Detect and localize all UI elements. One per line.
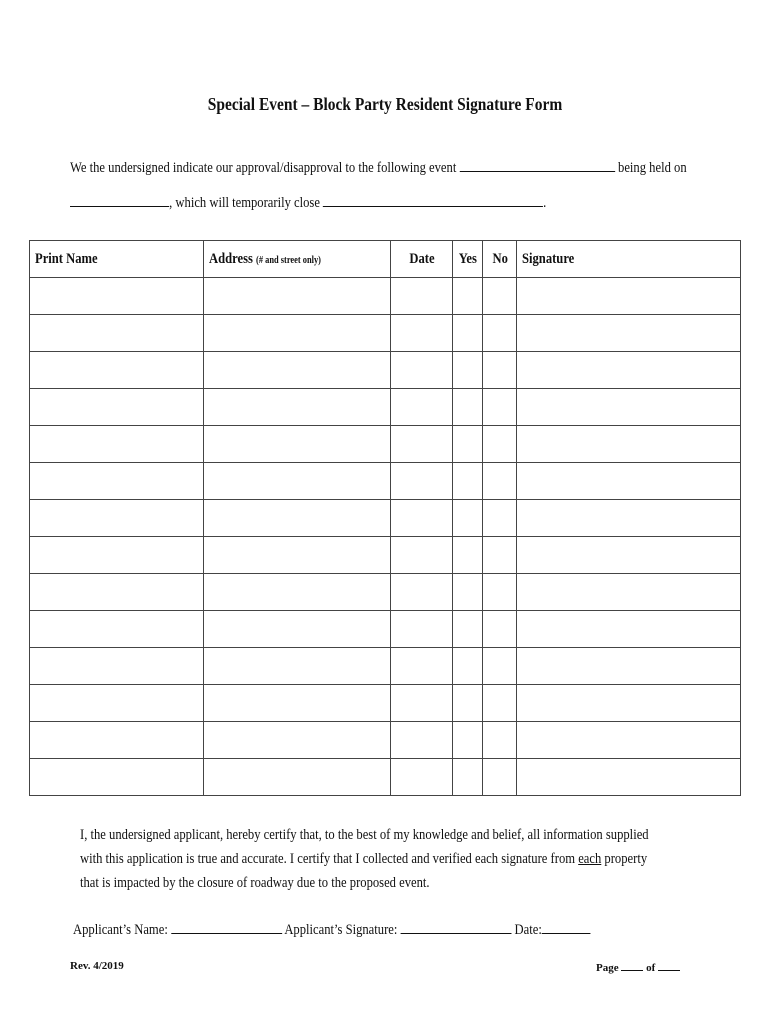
cell-address[interactable] [203, 574, 390, 611]
header-address-label: Address [208, 250, 253, 267]
cell-address[interactable] [203, 315, 390, 352]
cell-address[interactable] [203, 278, 390, 315]
intro-text-3: , which will temporarily close [169, 195, 320, 211]
cell-date[interactable] [390, 537, 453, 574]
cell-date[interactable] [390, 500, 453, 537]
intro-text-2: being held on [618, 160, 687, 176]
cell-no[interactable] [483, 463, 517, 500]
of-label: of [646, 962, 656, 974]
cell-print-name[interactable] [30, 722, 204, 759]
cell-address[interactable] [203, 759, 390, 796]
cell-yes[interactable] [453, 500, 483, 537]
cell-date[interactable] [390, 278, 453, 315]
cell-print-name[interactable] [30, 278, 204, 315]
cell-date[interactable] [390, 426, 453, 463]
table-row [30, 722, 741, 759]
cert-part-2: property that is impacted by the closure of roadway due to the proposed event. [80, 851, 648, 891]
header-signature: Signature [517, 241, 741, 278]
intro-line-1 [70, 157, 687, 177]
cell-address[interactable] [203, 648, 390, 685]
table-row [30, 648, 741, 685]
page-count [596, 960, 680, 974]
event-name-field[interactable] [459, 157, 614, 172]
certification-text [80, 823, 668, 895]
cell-yes[interactable] [453, 611, 483, 648]
table-row [30, 352, 741, 389]
cell-signature[interactable] [517, 759, 741, 796]
cell-no[interactable] [483, 315, 517, 352]
cell-signature[interactable] [517, 389, 741, 426]
page-total-field[interactable] [658, 960, 680, 971]
cell-yes[interactable] [453, 648, 483, 685]
table-row [30, 611, 741, 648]
header-yes: Yes [453, 241, 483, 278]
table-row [30, 463, 741, 500]
cell-yes[interactable] [453, 722, 483, 759]
cell-address[interactable] [203, 685, 390, 722]
intro-text-1: We the undersigned indicate our approval/disapproval to the following event [70, 160, 457, 176]
table-row [30, 537, 741, 574]
cell-yes[interactable] [453, 574, 483, 611]
table-row [30, 574, 741, 611]
cell-date[interactable] [390, 685, 453, 722]
cell-no[interactable] [483, 611, 517, 648]
header-address-note: (# and street only) [255, 254, 321, 266]
cell-no[interactable] [483, 648, 517, 685]
cell-print-name[interactable] [30, 574, 204, 611]
cell-date[interactable] [390, 574, 453, 611]
form-title: Special Event – Block Party Resident Signature Form [207, 94, 563, 114]
cell-yes[interactable] [453, 389, 483, 426]
cell-print-name[interactable] [30, 500, 204, 537]
cert-part-1: I, the undersigned applicant, hereby certify that, to the best of my knowledge and belief, all information supplied with this application is true and accurate. I certify that I collected and verified each signature from [80, 827, 649, 867]
table-row [30, 315, 741, 352]
intro-line-2 [70, 192, 546, 212]
cell-address[interactable] [203, 537, 390, 574]
table-row [30, 759, 741, 796]
cell-print-name[interactable] [30, 685, 204, 722]
cell-print-name[interactable] [30, 352, 204, 389]
cell-date[interactable] [390, 759, 453, 796]
cell-address[interactable] [203, 389, 390, 426]
cell-no[interactable] [483, 352, 517, 389]
cell-no[interactable] [483, 389, 517, 426]
revision-label: Rev. 4/2019 [70, 960, 124, 972]
cell-signature[interactable] [517, 315, 741, 352]
intro-text-4: . [543, 195, 547, 211]
cell-no[interactable] [483, 426, 517, 463]
cell-address[interactable] [203, 463, 390, 500]
cell-date[interactable] [390, 611, 453, 648]
cell-signature[interactable] [517, 278, 741, 315]
cell-no[interactable] [483, 574, 517, 611]
applicant-name-field[interactable] [171, 919, 282, 934]
cell-print-name[interactable] [30, 759, 204, 796]
cell-date[interactable] [390, 389, 453, 426]
cell-print-name[interactable] [30, 426, 204, 463]
page-label: Page [596, 962, 619, 974]
cell-signature[interactable] [517, 537, 741, 574]
cell-print-name[interactable] [30, 315, 204, 352]
cell-address[interactable] [203, 500, 390, 537]
cell-yes[interactable] [453, 685, 483, 722]
cell-yes[interactable] [453, 315, 483, 352]
cell-no[interactable] [483, 722, 517, 759]
header-date: Date [390, 241, 453, 278]
cell-yes[interactable] [453, 426, 483, 463]
table-row [30, 500, 741, 537]
header-print-name: Print Name [30, 241, 204, 278]
cell-date[interactable] [390, 352, 453, 389]
cell-print-name[interactable] [30, 611, 204, 648]
cell-date[interactable] [390, 315, 453, 352]
cell-date[interactable] [390, 648, 453, 685]
cell-signature[interactable] [517, 352, 741, 389]
table-row [30, 389, 741, 426]
table-row [30, 426, 741, 463]
header-no: No [483, 241, 517, 278]
cell-no[interactable] [483, 278, 517, 315]
cell-no[interactable] [483, 685, 517, 722]
applicant-signature-label: Applicant’s Signature: [284, 922, 398, 938]
event-date-field[interactable] [70, 192, 169, 207]
cell-no[interactable] [483, 759, 517, 796]
cell-date[interactable] [390, 463, 453, 500]
applicant-date-field[interactable] [542, 919, 591, 934]
cell-print-name[interactable] [30, 463, 204, 500]
cell-signature[interactable] [517, 463, 741, 500]
cell-yes[interactable] [453, 278, 483, 315]
cell-yes[interactable] [453, 759, 483, 796]
table-header-row [30, 241, 741, 278]
header-address [203, 241, 390, 278]
table-row [30, 278, 741, 315]
applicant-signature-field[interactable] [401, 919, 512, 934]
cell-signature[interactable] [517, 574, 741, 611]
cell-print-name[interactable] [30, 537, 204, 574]
cell-yes[interactable] [453, 537, 483, 574]
cell-address[interactable] [203, 722, 390, 759]
cell-signature[interactable] [517, 648, 741, 685]
applicant-line [73, 919, 591, 939]
closed-street-field[interactable] [323, 192, 543, 207]
table-row [30, 685, 741, 722]
table-body [30, 278, 741, 796]
cell-signature[interactable] [517, 426, 741, 463]
cell-no[interactable] [483, 537, 517, 574]
applicant-date-label: Date: [514, 922, 542, 938]
cell-address[interactable] [203, 426, 390, 463]
cell-yes[interactable] [453, 352, 483, 389]
page-number-field[interactable] [621, 960, 643, 971]
applicant-name-label: Applicant’s Name: [73, 922, 168, 938]
cell-print-name[interactable] [30, 389, 204, 426]
cert-emphasis: each [578, 851, 602, 867]
cell-signature[interactable] [517, 500, 741, 537]
cell-address[interactable] [203, 352, 390, 389]
cell-print-name[interactable] [30, 648, 204, 685]
cell-signature[interactable] [517, 685, 741, 722]
signature-table [29, 240, 741, 796]
cell-signature[interactable] [517, 722, 741, 759]
cell-address[interactable] [203, 611, 390, 648]
cell-date[interactable] [390, 722, 453, 759]
cell-no[interactable] [483, 500, 517, 537]
cell-yes[interactable] [453, 463, 483, 500]
cell-signature[interactable] [517, 611, 741, 648]
